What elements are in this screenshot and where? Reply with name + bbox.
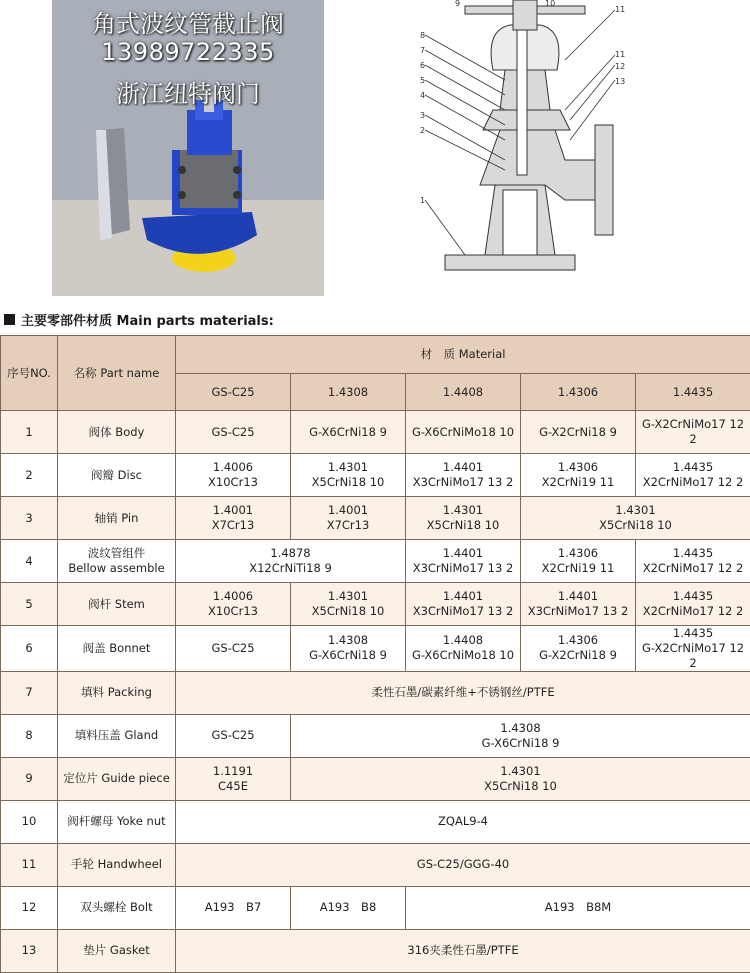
row-no: 1: [1, 411, 58, 454]
material-spec: X12CrNiTi18 9: [249, 561, 332, 575]
material-cell: GS-C25: [176, 411, 291, 454]
material-cell: G-X6CrNiMo18 10: [406, 411, 521, 454]
callout-4: 4: [420, 91, 426, 100]
row-no: 11: [1, 843, 58, 886]
row-no: 10: [1, 800, 58, 843]
table-row: [1, 411, 750, 454]
row-part-name: 填料 Packing: [58, 671, 176, 714]
material-spec: X7Cr13: [211, 518, 255, 532]
material-cell: A193 B7: [176, 886, 291, 929]
material-cell: GS-C25: [176, 714, 291, 757]
table-row: [1, 714, 750, 757]
callout-8: 8: [420, 31, 426, 40]
material-grade: 1.4301: [615, 503, 656, 518]
material-cell: GS-C25/GGG-40: [176, 843, 750, 886]
material-spec: X3CrNiMo17 13 2: [412, 561, 514, 575]
material-grade: 1.4435: [672, 626, 714, 640]
callout-9: 9: [455, 0, 461, 8]
table-row: [1, 929, 750, 972]
row-part-name: 轴销 Pin: [58, 497, 176, 540]
material-grade: 1.4401: [442, 589, 484, 604]
material-cell: [406, 540, 521, 583]
row-part-name: 垫片 Gasket: [58, 929, 176, 972]
table-row: [1, 454, 750, 497]
material-cell: [291, 714, 750, 757]
callout-11b: 11: [615, 50, 626, 59]
material-grade: 1.4308: [327, 633, 369, 648]
material-cell: G-X6CrNi18 9: [291, 411, 406, 454]
row-no: 4: [1, 540, 58, 583]
table-row: [1, 583, 750, 626]
material-cell: GS-C25: [176, 626, 291, 672]
material-cell: [176, 454, 291, 497]
material-spec: X5CrNi18 10: [311, 604, 385, 618]
grade-header: 1.4408: [406, 374, 521, 411]
material-grade: 1.4301: [327, 460, 369, 475]
material-grade: 1.4306: [557, 460, 599, 475]
material-cell: [176, 583, 291, 626]
photo-caption-company: 浙江纽特阀门: [116, 80, 260, 108]
material-cell: A193 B8M: [406, 886, 750, 929]
material-cell: G-X2CrNi18 9: [521, 411, 636, 454]
material-grade: 1.4301: [442, 503, 484, 518]
material-spec: X7Cr13: [326, 518, 370, 532]
material-grade: 1.4301: [327, 589, 369, 604]
row-no: 8: [1, 714, 58, 757]
materials-table: [0, 335, 750, 973]
header-material: 材 质 Material: [176, 336, 750, 374]
material-cell: [521, 454, 636, 497]
material-spec: C45E: [218, 778, 248, 793]
material-spec: X5CrNi18 10: [426, 518, 500, 532]
row-part-name: 阀杆 Stem: [58, 583, 176, 626]
material-cell: [636, 583, 750, 626]
material-cell: [176, 540, 406, 583]
section-heading: [4, 310, 274, 329]
callout-3: 3: [420, 111, 426, 120]
material-cell: [291, 757, 750, 800]
material-spec: X3CrNiMo17 13 2: [527, 604, 629, 618]
table-row: [1, 540, 750, 583]
section-heading-text: 主要零部件材质 Main parts materials:: [21, 314, 274, 329]
row-part-name: 阀杆螺母 Yoke nut: [58, 800, 176, 843]
callout-13: 13: [615, 77, 626, 86]
material-spec: X5CrNi18 10: [599, 518, 672, 532]
material-spec: X2CrNi19 11: [541, 475, 615, 489]
material-cell: [521, 626, 636, 672]
material-cell: [636, 626, 750, 672]
header-part-name: 名称 Part name: [58, 336, 176, 411]
table-row: [1, 626, 750, 672]
grade-header: 1.4435: [636, 374, 750, 411]
callout-12: 12: [615, 62, 626, 71]
material-cell: [406, 626, 521, 672]
material-grade: 1.4435: [672, 589, 714, 604]
material-spec: X2CrNiMo17 12 2: [642, 604, 744, 618]
valve-section-diagram: [405, 0, 645, 290]
material-spec: X3CrNiMo17 13 2: [412, 475, 514, 489]
material-grade: 1.4401: [557, 589, 599, 604]
material-cell: [406, 497, 521, 540]
material-grade: 1.4006: [212, 460, 254, 475]
material-grade: 1.4306: [557, 633, 599, 648]
material-cell: G-X2CrNiMo17 12 2: [636, 411, 750, 454]
material-grade: 1.4006: [212, 589, 254, 604]
material-grade: 1.4306: [557, 546, 599, 561]
product-photo: [52, 0, 324, 296]
photo-caption-phone: 13989722335: [101, 38, 275, 66]
material-grade: 1.4001: [212, 503, 254, 518]
table-row: [1, 886, 750, 929]
material-cell: [176, 497, 291, 540]
row-part-name: [58, 540, 176, 583]
material-spec: X2CrNiMo17 12 2: [642, 561, 744, 575]
material-cell: [521, 497, 750, 540]
header-no: 序号NO.: [1, 336, 58, 411]
material-spec: G-X6CrNiMo18 10: [411, 648, 515, 663]
row-part-name: 阀体 Body: [58, 411, 176, 454]
grade-header: 1.4308: [291, 374, 406, 411]
callout-1: 1: [420, 196, 426, 205]
callout-7: 7: [420, 46, 426, 55]
callout-2: 2: [420, 126, 426, 135]
material-spec: X5CrNi18 10: [311, 475, 385, 489]
row-part-name: 手轮 Handwheel: [58, 843, 176, 886]
material-grade: 1.4308: [500, 720, 541, 735]
row-part-name: 双头螺栓 Bolt: [58, 886, 176, 929]
material-grade: 1.4401: [442, 460, 484, 475]
material-grade: 1.4401: [442, 546, 484, 561]
material-cell: [291, 497, 406, 540]
row-no: 3: [1, 497, 58, 540]
table-row: [1, 800, 750, 843]
material-cell: 柔性石墨/碳素纤维+不锈钢丝/PTFE: [176, 671, 750, 714]
material-grade: 1.4435: [672, 546, 714, 561]
material-cell: [291, 626, 406, 672]
material-grade: 1.4878: [270, 546, 311, 561]
callout-11a: 11: [615, 5, 626, 14]
material-cell: [521, 583, 636, 626]
row-no: 9: [1, 757, 58, 800]
table-row: [1, 671, 750, 714]
material-cell: [291, 583, 406, 626]
material-spec: X3CrNiMo17 13 2: [412, 604, 514, 618]
material-grade: 1.4001: [327, 503, 369, 518]
material-cell: ZQAL9-4: [176, 800, 750, 843]
part-name-en: Bellow assemble: [68, 561, 165, 575]
row-no: 5: [1, 583, 58, 626]
row-part-name: 定位片 Guide piece: [58, 757, 176, 800]
row-no: 13: [1, 929, 58, 972]
row-no: 2: [1, 454, 58, 497]
material-cell: A193 B8: [291, 886, 406, 929]
material-spec: X5CrNi18 10: [484, 778, 557, 793]
material-spec: X10Cr13: [208, 604, 258, 618]
material-spec: X2CrNiMo17 12 2: [642, 475, 744, 489]
material-cell: [521, 540, 636, 583]
row-no: 12: [1, 886, 58, 929]
row-part-name: 阀瓣 Disc: [58, 454, 176, 497]
grade-header: 1.4306: [521, 374, 636, 411]
material-spec: G-X6CrNi18 9: [309, 648, 387, 663]
material-grade: 1.4301: [500, 763, 541, 778]
callout-10: 10: [545, 0, 556, 8]
row-part-name: 填料压盖 Gland: [58, 714, 176, 757]
material-spec: G-X2CrNiMo17 12 2: [641, 640, 745, 670]
material-cell: [291, 454, 406, 497]
material-spec: X10Cr13: [208, 475, 258, 489]
row-part-name: 阀盖 Bonnet: [58, 626, 176, 672]
table-row: [1, 843, 750, 886]
table-row: [1, 757, 750, 800]
material-spec: G-X2CrNi18 9: [539, 648, 617, 663]
material-grade: 1.4435: [672, 460, 714, 475]
table-row: [1, 497, 750, 540]
material-grade: 1.1191: [212, 763, 254, 778]
photo-caption-title: 角式波纹管截止阀: [92, 10, 284, 38]
part-name-cn: 波纹管组件: [87, 546, 146, 561]
material-cell: 316夹柔性石墨/PTFE: [176, 929, 750, 972]
material-cell: [406, 583, 521, 626]
grade-header: GS-C25: [176, 374, 291, 411]
callout-6: 6: [420, 61, 426, 70]
callout-5: 5: [420, 76, 426, 85]
material-spec: G-X6CrNi18 9: [481, 735, 560, 750]
material-cell: [636, 454, 750, 497]
material-cell: [406, 454, 521, 497]
material-cell: [176, 757, 291, 800]
row-no: 7: [1, 671, 58, 714]
material-spec: X2CrNi19 11: [541, 561, 615, 575]
row-no: 6: [1, 626, 58, 672]
heading-square-icon: [4, 314, 15, 325]
material-cell: [636, 540, 750, 583]
material-grade: 1.4408: [442, 633, 484, 648]
